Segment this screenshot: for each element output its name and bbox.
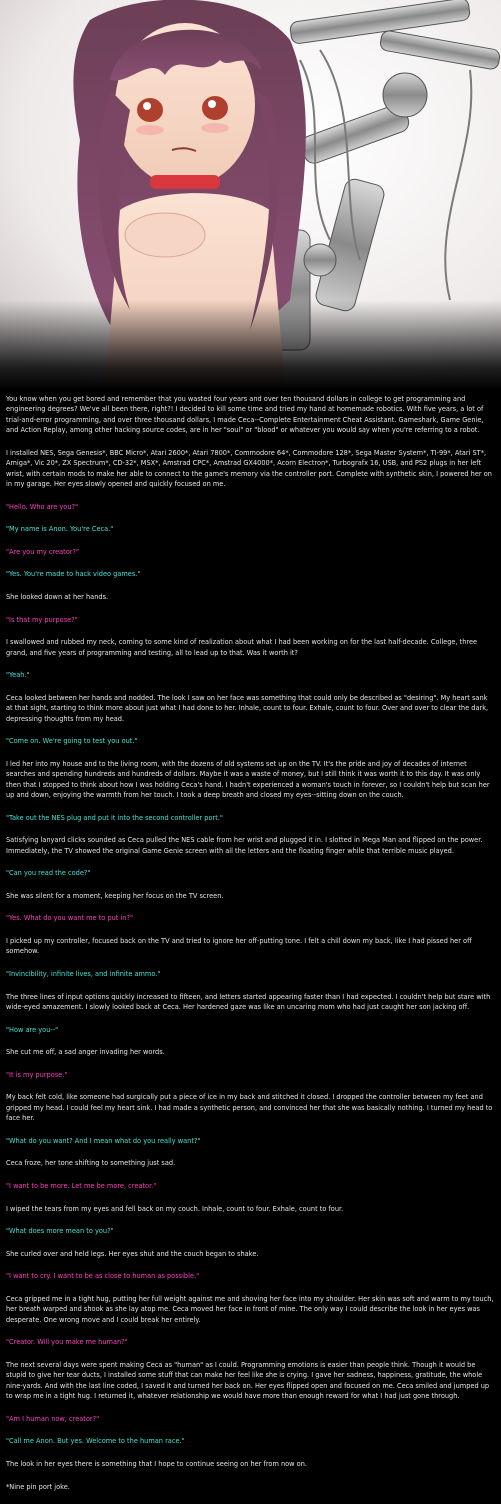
story-paragraph: She was silent for a moment, keeping her focus on the TV screen. — [6, 891, 224, 900]
anon-dialogue: "Invincibility, infinite lives, and infinite ammo." — [6, 969, 161, 978]
anon-dialogue: "What does more mean to you?" — [6, 1227, 114, 1236]
anon-dialogue: "How are you--" — [6, 1025, 59, 1034]
anon-dialogue: "Call me Anon. But yes. Welcome to the human race." — [6, 1437, 185, 1446]
story-paragraph: I led her into my house and to the living room, with the dozens of old systems set up on the TV. It's the pride and joy of decades of internet searches and spending hundreds and hundreds of dollars. Maybe it was a waste of money, but I still think it was worth it to this day. It was only then that I stopped to think about how I was holding Ceca's hand. I hadn't experienced a woman's touch in forever, so I couldn't help but scan her up and down, enjoying the warmth from her touch. I took a deep breath and closed my eyes--sitting down on the couch. — [6, 759, 492, 799]
image-fade-overlay — [0, 300, 501, 388]
ceca-dialogue: "Is that my purpose?" — [6, 615, 78, 624]
ceca-dialogue: "It is my purpose." — [6, 1070, 68, 1079]
ceca-dialogue: "Creator. Will you make me human?" — [6, 1338, 128, 1347]
ceca-dialogue: "Yes. What do you want me to put in?" — [6, 914, 133, 923]
story-paragraph: My back felt cold, like someone had surgically put a piece of ice in my back and stitched it closed. I dropped the controller between my feet and gripped my head. I could feel my heart sink. I had made a synthetic person, and convinced her that she was basically nothing. I turned my head to face her. — [6, 1093, 495, 1123]
ceca-dialogue: "Am I human now, creator?" — [6, 1414, 100, 1423]
story-paragraph: Ceca looked between her hands and nodded. The look I saw on her face was something that could only be described as "desiring". My heart sank at that sight, starting to think more about just what I had done to her. Inhale, count to four. Exhale, count to four. Over and over to clear the dark, depressing thoughts from my head. — [6, 693, 491, 723]
story-text — [6, 394, 495, 1504]
story-paragraph: The next several days were spent making Ceca as "human" as I could. Programming emotions is easier than people think. Though it would be stupid to give her tear ducts, I installed some stuff that can make her feel like she is crying. I gave her sadness, happiness, gratitude, the whole nine-yards. And with the last line coded, I saved it and turned her back on. Her eyes flipped open and focused on me. Ceca smiled and jumped up to wrap me in a tight hug. I returned it, whatever relationship we would have more than enough reward for what I had just gone through. — [6, 1360, 492, 1401]
story-paragraph: The look in her eyes there is something that I hope to continue seeing on her from now on. — [6, 1459, 307, 1468]
anon-dialogue: "What do you want? And I mean what do you really want?" — [6, 1136, 201, 1145]
story-paragraph: She looked down at her hands. — [6, 593, 109, 601]
ceca-dialogue: "I want to be more. Let me be more, creator." — [6, 1181, 157, 1190]
ceca-dialogue: "I want to cry. I want to be as close to human as possible." — [6, 1272, 200, 1281]
ceca-dialogue: "Are you my creator?" — [6, 547, 80, 556]
story-paragraph: I wiped the tears from my eyes and fell back on my couch. Inhale, count to four. Exhale, count to four. — [6, 1204, 344, 1213]
ceca-dialogue: "Hello. Who are you?" — [6, 502, 79, 511]
anon-dialogue: "Yes. You're made to hack video games." — [6, 570, 141, 579]
story-paragraph: She curled over and held legs. Her eyes shut and the couch began to shake. — [6, 1249, 259, 1258]
anon-dialogue: "Come on. We're going to test you out." — [6, 737, 138, 746]
story-paragraph: You know when you get bored and remember that you wasted four years and over ten thousand dollars in college to get programming and engineering degrees? We've all been there, right?! I decided to kill some time and tried my hand at homemade robotics. With five years, a lot of trial-and-error programming, and over three thousand dollars, I made Ceca--Complete Entertainment Cheat Assistant. Gameshark, Game Genie, and Action Replay, among other hacking source codes, are in her "soul" or "blood" or whatever you would say when you're referring to a robot. — [6, 395, 486, 435]
story-paragraph: The three lines of input options quickly increased to fifteen, and letters started appearing faster than I had expected. I couldn't help but stare with wide-eyed amazement. I slowly looked back at Ceca. Her hardened gaze was like an uncaring mom who had just caught her son jacking off. — [6, 992, 493, 1011]
footnote: *Nine pin port joke. — [6, 1482, 70, 1491]
story-paragraph: Ceca gripped me in a tight hug, putting her full weight against me and shoving her face into my shoulder. Her skin was soft and warm to my touch, her breath warped and shook as she lay atop me. Ceca moved her face in front of mine. The only way I could describe the look in her eyes was desperate. One wrong move and I could break her entirely. — [6, 1294, 496, 1324]
story-paragraph: I installed NES, Sega Genesis*, BBC Micro*, Atari 2600*, Atari 7800*, Commodore 64*, Commodore 128*, Sega Master System*, TI-99*, Atari ST*, Amiga*, Vic 20*, ZX Spectrum*, CD-32*, MSX*, Amstrad CPC*, Amstrad GX4000*, Acorn Electron*, Turbografx 16, USB, and PS2 plugs in her left wrist, with certain mods to make her able to connect to the game's memory via the controller port. Complete with synthetic skin, I powered her on in my garage. Her eyes slowly opened and quickly focused on me. — [6, 448, 495, 489]
story-paragraph: I picked up my controller, focused back on the TV and tried to ignore her off-putting tone. I felt a chill down my back, like I had pissed her off somehow. — [6, 936, 474, 956]
story-paragraph: She cut me off, a sad anger invading her words. — [6, 1048, 165, 1057]
story-paragraph: I swallowed and rubbed my neck, coming to some kind of realization about what I had been working on for the last half-decade. College, three grand, and five years of programming and testing, all to lead up to that. Was it worth it? — [6, 638, 480, 657]
anon-dialogue: "My name is Anon. You're Ceca." — [6, 525, 114, 534]
story-paragraph: Satisfying lanyard clicks sounded as Ceca pulled the NES cable from her wrist and plugged it in. I slotted in Mega Man and flipped on the power. Immediately, the TV showed the original Game Genie screen with all the letters and the floating finger while that terrible music played. — [6, 836, 485, 855]
story-illustration — [0, 0, 501, 388]
anon-dialogue: "Can you read the code?" — [6, 869, 91, 878]
anon-dialogue: "Yeah." — [6, 671, 30, 680]
anon-dialogue: "Take out the NES plug and put it into the second controller port." — [6, 813, 223, 822]
story-paragraph: Ceca froze, her tone shifting to something just sad. — [6, 1159, 176, 1168]
